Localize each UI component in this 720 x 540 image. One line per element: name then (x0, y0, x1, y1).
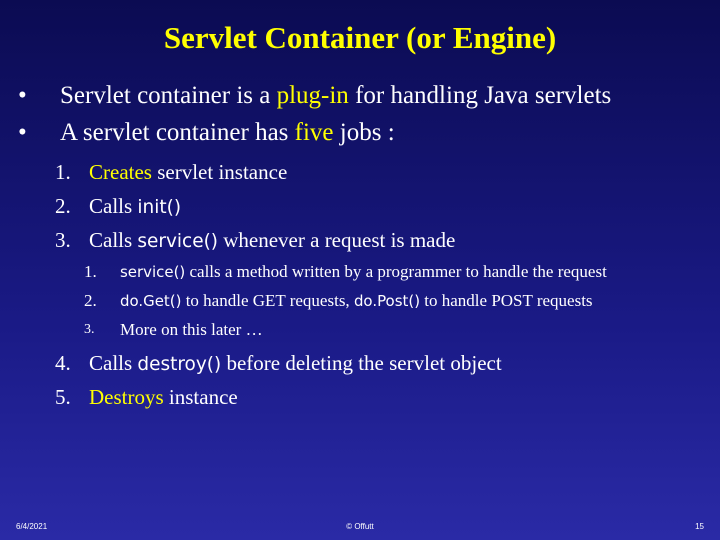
footer-author: © Offutt (346, 522, 374, 531)
job-text-part: Calls (89, 351, 138, 375)
sub-text-part: to handle GET requests, (181, 291, 354, 310)
job-text-part: instance (163, 385, 238, 409)
code-text: do.Post() (353, 292, 421, 310)
bullet-text-part: A servlet container has (60, 119, 295, 146)
highlight-text: Destroys (89, 385, 164, 409)
footer-date: 6/4/2021 (16, 522, 48, 531)
job-text (89, 351, 502, 376)
bullet-marker: • (18, 119, 27, 146)
bullet-marker: • (18, 82, 27, 109)
job-text-part: Calls (89, 194, 138, 218)
job-number: 5. (55, 385, 71, 409)
sub-text-part: to handle POST requests (420, 291, 593, 310)
code-text: service() (120, 263, 186, 281)
job-text (89, 160, 287, 185)
sub-text: More on this later … (120, 320, 263, 339)
sub-text-part: calls a method written by a programmer to handle the request (185, 262, 607, 281)
job-number: 1. (55, 160, 71, 184)
highlight-text: Creates (89, 160, 152, 184)
job-number: 4. (55, 351, 71, 375)
slide-title: Servlet Container (or Engine) (163, 20, 557, 55)
bullet-text-part: Servlet container is a (60, 82, 277, 109)
bullet-text-part: for handling Java servlets (348, 82, 612, 109)
code-text: init() (137, 197, 182, 218)
job-number: 3. (55, 228, 71, 252)
sub-number: 3. (84, 322, 95, 337)
code-text: destroy() (137, 354, 222, 375)
highlight-text: plug-in (276, 82, 349, 109)
sub-text (120, 262, 607, 282)
code-text: service() (137, 231, 218, 252)
bullet-text (60, 119, 395, 147)
job-text-part: Calls (89, 228, 138, 252)
job-number: 2. (55, 194, 71, 218)
job-text-part: before deleting the servlet object (221, 351, 502, 375)
sub-number: 1. (84, 262, 97, 281)
sub-number: 2. (84, 291, 97, 310)
job-text (89, 385, 238, 410)
bullet-text-part: jobs : (333, 119, 395, 146)
highlight-text: five (294, 119, 334, 146)
job-text-part: whenever a request is made (218, 228, 456, 252)
bullet-text (60, 82, 611, 110)
sub-text (120, 291, 593, 311)
footer-page-number: 15 (695, 522, 704, 531)
job-text (89, 228, 455, 253)
code-text: do.Get() (120, 292, 182, 310)
job-text-part: servlet instance (151, 160, 288, 184)
job-text (89, 194, 181, 219)
